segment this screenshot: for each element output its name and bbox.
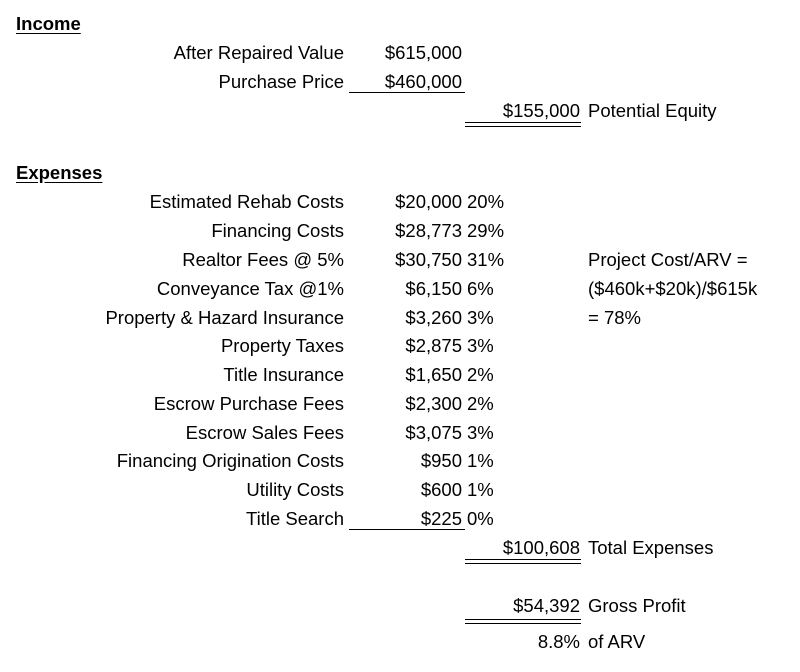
profit-percent-label: of ARV [588, 631, 646, 652]
income-heading: Income [16, 13, 81, 34]
expense-label: Property Taxes [220, 335, 344, 356]
expense-amount: $1,650 [405, 364, 462, 385]
expense-label: Utility Costs [246, 479, 344, 500]
expenses-heading: Expenses [16, 162, 103, 183]
after-repaired-value-amount: $615,000 [384, 42, 462, 63]
expense-amount: $2,300 [405, 393, 462, 414]
after-repaired-value-label: After Repaired Value [173, 42, 344, 63]
expense-label: Realtor Fees @ 5% [182, 249, 344, 270]
expense-label: Title Search [245, 508, 344, 529]
expense-label: Escrow Purchase Fees [153, 393, 344, 414]
expense-amount: $3,075 [405, 422, 462, 443]
potential-equity-double-rule [465, 122, 581, 127]
expense-percent: 3% [467, 307, 494, 328]
project-cost-note-line: = 78% [588, 307, 641, 328]
gross-profit-double-rule [465, 619, 581, 624]
expense-label: Property & Hazard Insurance [105, 307, 344, 328]
total-expenses-amount: $100,608 [502, 537, 580, 558]
expense-percent: 1% [467, 450, 494, 471]
income-subtotal-rule [349, 92, 465, 93]
expense-percent: 0% [467, 508, 494, 529]
expense-label: Conveyance Tax @1% [156, 278, 344, 299]
expense-percent: 6% [467, 278, 494, 299]
purchase-price-label: Purchase Price [218, 71, 344, 92]
purchase-price-amount: $460,000 [384, 71, 462, 92]
expense-amount: $30,750 [395, 249, 462, 270]
expense-percent: 31% [467, 249, 505, 270]
expense-percent: 2% [467, 364, 494, 385]
expense-percent: 20% [467, 191, 505, 212]
expense-label: Financing Origination Costs [116, 450, 344, 471]
expense-amount: $20,000 [395, 191, 462, 212]
expense-label: Title Insurance [223, 364, 344, 385]
expense-label: Financing Costs [211, 220, 344, 241]
expense-amount: $225 [420, 508, 462, 529]
total-expenses-label: Total Expenses [588, 537, 714, 558]
expense-amount: $2,875 [405, 335, 462, 356]
profit-percent-of-arv: 8.8% [537, 631, 580, 652]
expense-amount: $600 [420, 479, 462, 500]
expense-amount: $28,773 [395, 220, 462, 241]
expense-amount: $6,150 [405, 278, 462, 299]
expense-amount: $950 [420, 450, 462, 471]
gross-profit-label: Gross Profit [588, 595, 686, 616]
project-cost-note-line: ($460k+$20k)/$615k [588, 278, 758, 299]
expense-amount: $3,260 [405, 307, 462, 328]
gross-profit-amount: $54,392 [513, 595, 580, 616]
expense-label: Estimated Rehab Costs [149, 191, 344, 212]
expense-percent: 2% [467, 393, 494, 414]
expense-percent: 29% [467, 220, 505, 241]
expenses-subtotal-rule [349, 529, 465, 530]
project-cost-note-line: Project Cost/ARV = [588, 249, 748, 270]
expense-label: Escrow Sales Fees [185, 422, 344, 443]
expense-percent: 3% [467, 335, 494, 356]
potential-equity-amount: $155,000 [502, 100, 580, 121]
expense-percent: 1% [467, 479, 494, 500]
total-expenses-double-rule [465, 559, 581, 564]
potential-equity-label: Potential Equity [588, 100, 717, 121]
expense-percent: 3% [467, 422, 494, 443]
